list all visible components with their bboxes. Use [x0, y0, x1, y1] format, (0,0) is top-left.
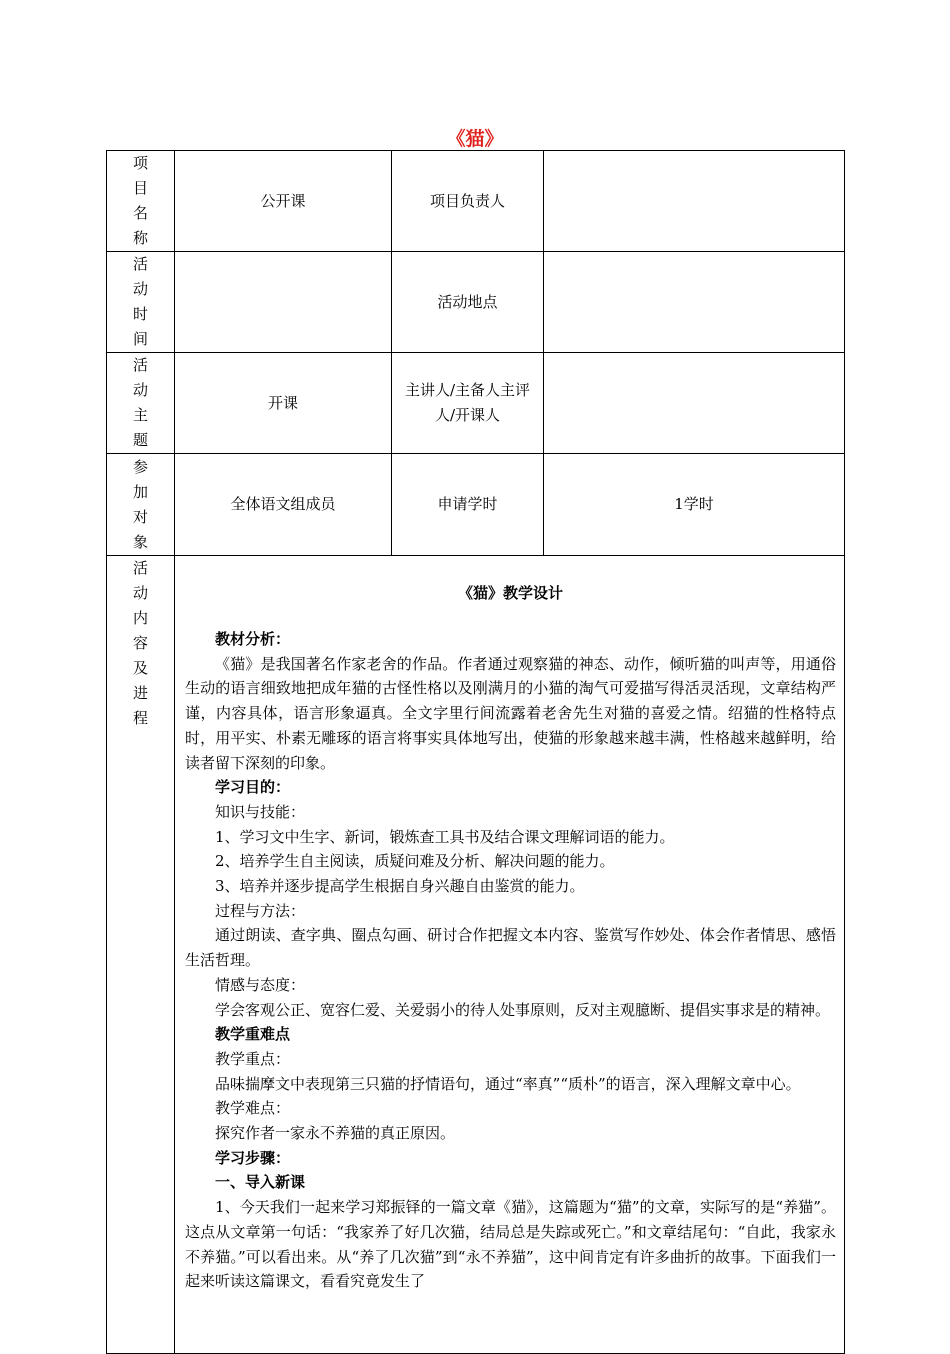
- label-activity-content: 活动内容及 进程: [107, 556, 175, 1354]
- value-credit-hours: 1学时: [544, 454, 845, 556]
- label-participants: 参加对象: [107, 454, 175, 556]
- section-heading: 教学重难点: [215, 1025, 291, 1044]
- section-heading: 学习目的：: [215, 778, 291, 797]
- label-project-name: 项目名称: [107, 151, 175, 252]
- paragraph: 1、学习文中生字、新词，锻炼查工具书及结合课文理解词语的能力。: [215, 827, 675, 846]
- value-activity-theme: 开课: [175, 353, 392, 454]
- label-activity-theme: 活动主题: [107, 353, 175, 454]
- paragraph: 1、今天我们一起来学习郑振铎的一篇文章《猫》，这篇题为“猫”的文章，实际写的是“养猫”。这点从文章第一句话：“我家养了好几次猫，结局总是失踪或死亡。”和文章结尾句：“自此，我家永不养猫。”可以看出来。从“养了几次猫”到“永不养猫”，这中间肯定有许多曲折的故事。下面我们一起来听读这篇课文，看看究竟发生了: [185, 1198, 836, 1291]
- table-row: [107, 151, 845, 252]
- value-activity-location: [544, 252, 845, 353]
- table-row: [107, 556, 845, 1354]
- label-project-leader: 项目负责人: [392, 151, 544, 252]
- value-presenters: [544, 353, 845, 454]
- label-activity-time: 活动时间: [107, 252, 175, 353]
- paragraph: 情感与态度：: [215, 975, 306, 994]
- paragraph: 2、培养学生自主阅读，质疑问难及分析、解决问题的能力。: [215, 852, 615, 871]
- value-activity-time: [175, 252, 392, 353]
- activity-content-cell: [175, 556, 845, 1354]
- value-project-leader: [544, 151, 845, 252]
- lesson-plan-title: 《猫》教学设计: [457, 584, 563, 602]
- document-title: 《猫》: [446, 128, 504, 150]
- paragraph: 教学重点：: [215, 1049, 291, 1068]
- value-participants: 全体语文组成员: [175, 454, 392, 556]
- paragraph: 品味揣摩文中表现第三只猫的抒情语句，通过“率真”“质朴”的语言，深入理解文章中心。: [215, 1074, 801, 1093]
- paragraph: 《猫》是我国著名作家老舍的作品。作者通过观察猫的神态、动作，倾听猫的叫声等，用通俗生动的语言细致地把成年猫的古怪性格以及刚满月的小猫的淘气可爱描写得活灵活现，文章结构严谨，内容具体，语言形象逼真。全文字里行间流露着老舍先生对猫的喜爱之情。绍猫的性格特点时，用平实、朴素无雕琢的语言将事实具体地写出，使猫的形象越来越丰满，性格越来越鲜明，给读者留下深刻的印象。: [185, 654, 836, 772]
- activity-form-table: [106, 150, 845, 1354]
- paragraph: 通过朗读、查字典、圈点勾画、研讨合作把握文本内容、鉴赏写作妙处、体会作者情思、感悟生活哲理。: [185, 926, 836, 970]
- lesson-plan-body: [185, 627, 836, 1294]
- paragraph: 探究作者一家永不养猫的真正原因。: [215, 1124, 456, 1143]
- paragraph: 知识与技能：: [215, 802, 306, 821]
- label-credit-hours: 申请学时: [392, 454, 544, 556]
- table-row: [107, 353, 845, 454]
- paragraph: 学会客观公正、宽容仁爱、关爱弱小的待人处事原则，反对主观臆断、提倡实事求是的精神。: [215, 1000, 831, 1019]
- paragraph: 3、培养并逐步提高学生根据自身兴趣自由鉴赏的能力。: [215, 877, 585, 896]
- value-project-name: 公开课: [175, 151, 392, 252]
- section-heading: 一、导入新课: [215, 1173, 306, 1192]
- lesson-plan: [185, 556, 836, 1353]
- label-presenters: 主讲人/主备人主评人/开课人: [392, 353, 544, 454]
- paragraph: 教学难点：: [215, 1099, 291, 1118]
- table-row: [107, 252, 845, 353]
- section-heading: 学习步骤：: [215, 1148, 291, 1167]
- section-heading: 教材分析：: [215, 630, 291, 648]
- paragraph: 过程与方法：: [215, 901, 306, 920]
- table-row: [107, 454, 845, 556]
- label-activity-location: 活动地点: [392, 252, 544, 353]
